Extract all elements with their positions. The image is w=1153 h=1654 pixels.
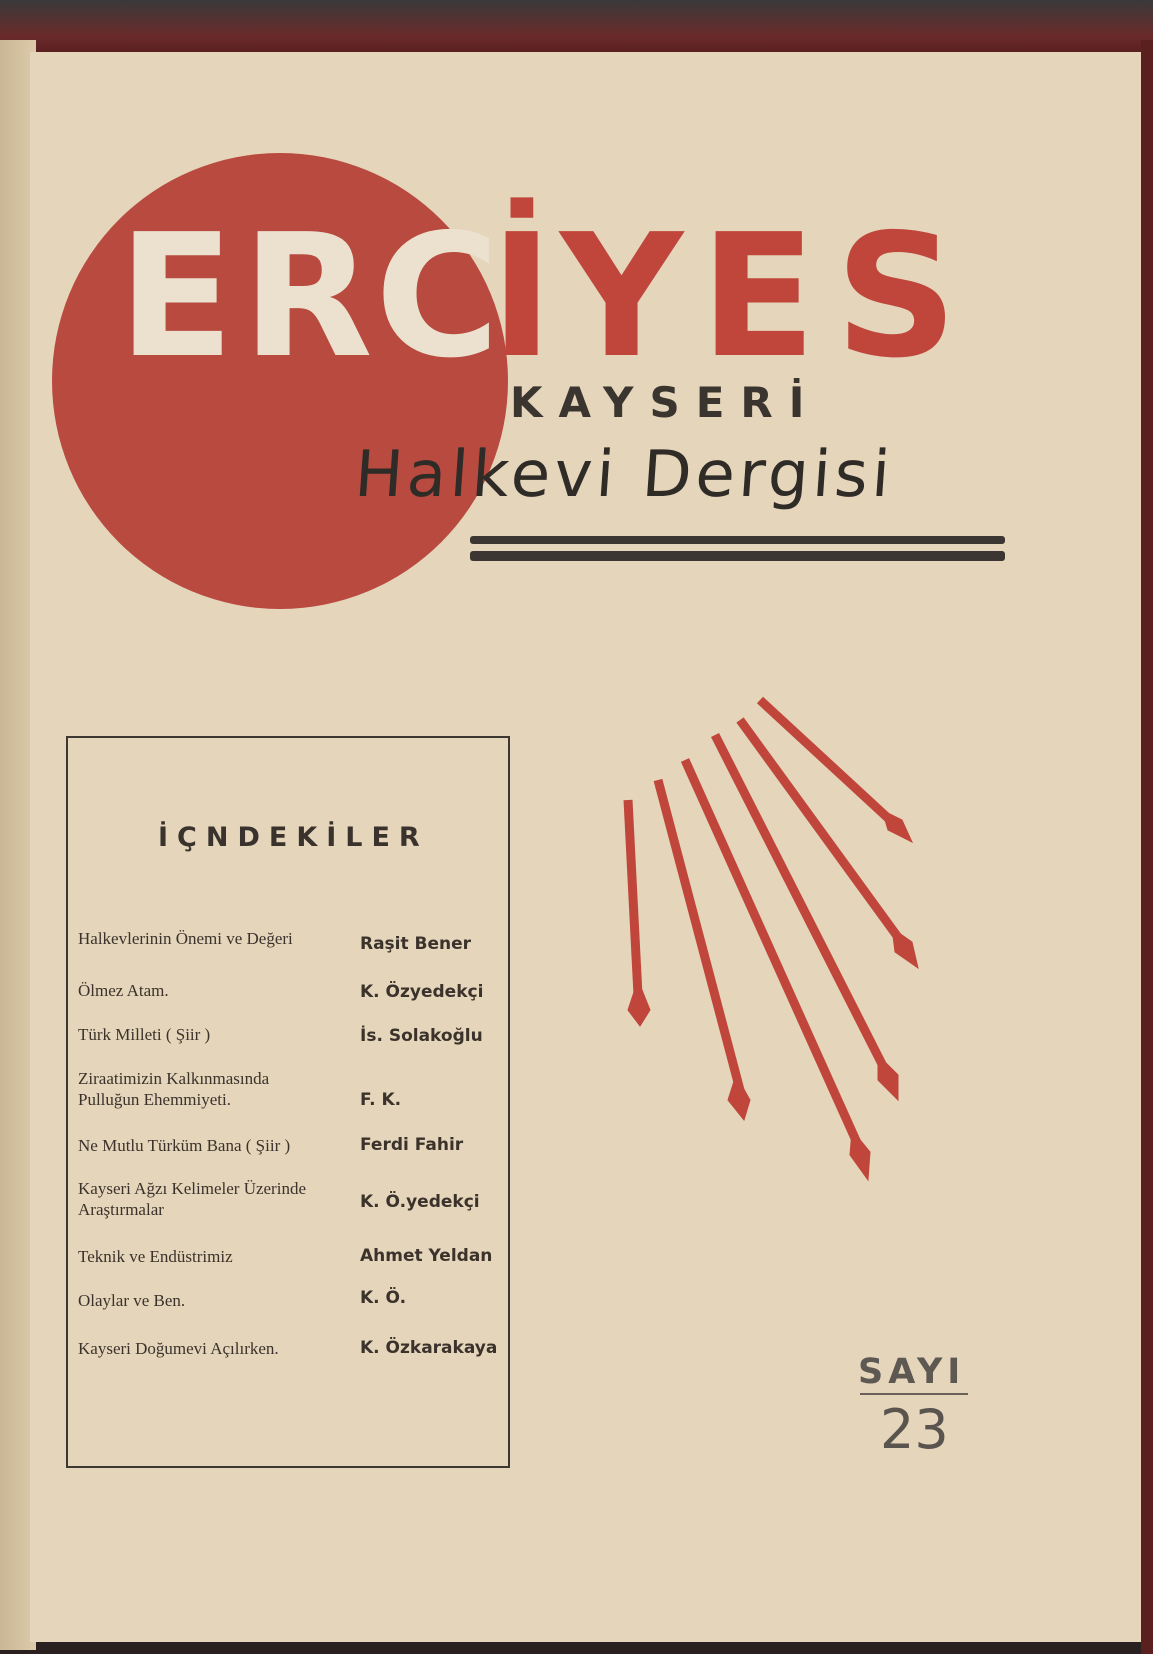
contents-item-author: K. Ö. xyxy=(360,1288,407,1308)
contents-item-title: Türk Milleti ( Şiir ) xyxy=(78,1025,211,1044)
magazine-subtitle: Halkevi Dergisi xyxy=(352,438,897,512)
contents-item-title: Kayseri Doğumevi Açılırken. xyxy=(78,1339,279,1358)
arrow-4 xyxy=(715,735,898,1100)
contents-item-author: İs. Solakoğlu xyxy=(360,1026,483,1046)
contents-item-title: Olaylar ve Ben. xyxy=(78,1291,186,1310)
contents-item-author: K. Özkarakaya xyxy=(360,1338,498,1358)
title-underline-bottom xyxy=(470,551,1005,561)
city-name: KAYSERİ xyxy=(510,378,821,427)
contents-item-title: Halkevlerinin Önemi ve Değeri xyxy=(78,929,293,948)
title-underline-top xyxy=(470,536,1005,544)
contents-item-author: K. Özyedekçi xyxy=(360,982,484,1002)
arrows-illustration xyxy=(600,690,980,1190)
contents-item-title: Ne Mutlu Türküm Bana ( Şiir ) xyxy=(78,1136,291,1155)
table-of-contents xyxy=(66,736,510,1468)
contents-item-title: Ziraatimizin Kalkınmasında Pulluğun Ehemmiyeti. xyxy=(78,1069,270,1109)
contents-item-title: Teknik ve Endüstrimiz xyxy=(78,1247,233,1266)
masthead-letter-e: E xyxy=(118,198,231,396)
binding-top xyxy=(0,0,1153,52)
masthead-letter-y: Y xyxy=(560,198,680,396)
masthead-letter-r: R xyxy=(242,198,369,396)
issue-number: 23 xyxy=(880,1398,949,1461)
masthead-letter-i: İ xyxy=(490,198,550,396)
contents-item-author: K. Ö.yedekçi xyxy=(360,1192,480,1212)
contents-item-author: Ahmet Yeldan xyxy=(360,1246,493,1266)
contents-item-title: Kayseri Ağzı Kelimeler Üzerinde Araştırmalar xyxy=(78,1179,306,1219)
issue-divider xyxy=(860,1393,968,1395)
masthead-title xyxy=(0,198,1153,396)
masthead-letter-c: C xyxy=(375,198,496,396)
contents-item-author: F. K. xyxy=(360,1090,402,1110)
contents-item-title: Ölmez Atam. xyxy=(78,981,169,1000)
issue-label: SAYI xyxy=(858,1352,966,1392)
masthead-letter-s: S xyxy=(835,198,954,396)
arrow-2 xyxy=(658,780,750,1120)
contents-item-author: Ferdi Fahir xyxy=(360,1135,464,1155)
contents-item-author: Raşit Bener xyxy=(360,934,472,954)
contents-heading: İÇNDEKİLER xyxy=(158,822,429,853)
arrow-1 xyxy=(628,800,650,1026)
masthead-letter-e2: E xyxy=(700,198,813,396)
arrow-6 xyxy=(760,700,912,842)
